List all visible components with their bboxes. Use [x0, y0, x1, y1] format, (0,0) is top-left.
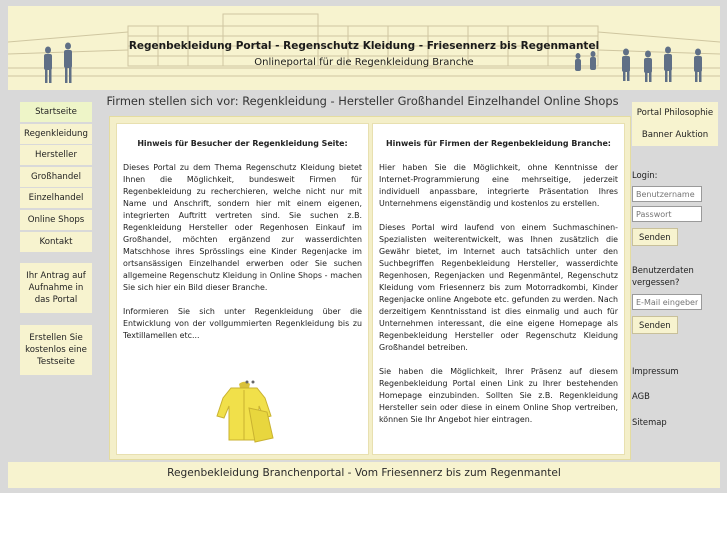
nav-grosshandel[interactable]: Großhandel	[20, 167, 92, 187]
footer-text: Regenbekleidung Branchenportal - Vom Friesennerz bis zum Regenmantel	[167, 467, 561, 479]
company-info-column	[372, 123, 625, 455]
visitor-info-title: Hinweis für Besucher der Regenkleidung Seite:	[137, 139, 348, 148]
portal-philosophie-link[interactable]: Portal Philosophie	[636, 108, 714, 118]
email-send-button[interactable]: Senden	[632, 316, 678, 334]
sitemap-link[interactable]: Sitemap	[632, 417, 667, 427]
username-input[interactable]	[632, 186, 702, 202]
content-panel	[109, 116, 631, 460]
email-input[interactable]	[632, 294, 702, 310]
right-links-box	[632, 102, 718, 146]
forgot-credentials-label: Benutzerdaten vergessen?	[632, 265, 694, 287]
footer-banner	[8, 462, 720, 488]
login-area	[632, 170, 722, 334]
nav-regenkleidung[interactable]: Regenkleidung	[20, 124, 92, 144]
yellow-rain-jacket-image	[209, 378, 279, 448]
company-info-title: Hinweis für Firmen der Regenbekleidung Branche:	[386, 139, 611, 148]
visitor-info-column	[116, 123, 369, 455]
main-heading: Firmen stellen sich vor: Regenkleidung - Hersteller Großhandel Einzelhandel Online Shops	[106, 94, 619, 108]
visitor-info-paragraph-1: Dieses Portal zu dem Thema Regenschutz Kleidung bietet Ihnen die Möglichkeit, bundesweit Firmen für Regenbekleidung zu recherchieren, welche nicht nur mit Name und Anschrift, sondern hier mit einem eigenen, integrierten Auftritt vertreten sind. Sie suchen z.B. Regenkleidung Hersteller oder Regenhosen Einkauf im Großhandel, möchten ergänzend zur wasserdichten Matschhose ihres Sprösslings eine Kinder Regenjacke im ortsansässigen Einzelhandel erwerben oder Sie suchen allgemeine Regenschutz Kleidung in Online Shops - machen Sie sich hier ein Bild dieser Branche.	[123, 163, 362, 292]
nav-kontakt[interactable]: Kontakt	[20, 232, 92, 252]
agb-link[interactable]: AGB	[632, 391, 650, 401]
nav-antrag-aufnahme[interactable]: Ihr Antrag auf Aufnahme in das Portal	[20, 263, 92, 313]
nav-startseite[interactable]: Startseite	[20, 102, 92, 122]
site-title: Regenbekleidung Portal - Regenschutz Kleidung - Friesennerz bis Regenmantel	[128, 40, 600, 52]
company-info-paragraph-3: Sie haben die Möglichkeit, Ihrer Präsenz auf diesem Regenbekleidung Portal einen Link zu Ihrer bestehenden Homepage einzubinden. Sollten Sie z.B. Regenkleidung Hersteller sein oder diese in einem Online Shop vertreiben, können Sie Ihr Angebot hier eintragen.	[379, 367, 618, 424]
visitor-info-paragraph-2: Informieren Sie sich unter Regenkleidung über die Entwicklung von der vollgummierten Regenkleidung bis zu Textillamellen etc...	[123, 307, 362, 340]
banner-auktion-link[interactable]: Banner Auktion	[641, 130, 709, 140]
nav-online-shops[interactable]: Online Shops	[20, 210, 92, 230]
impressum-link[interactable]: Impressum	[632, 366, 679, 376]
nav-hersteller[interactable]: Hersteller	[20, 145, 92, 165]
login-label: Login:	[632, 170, 658, 180]
nav-testseite[interactable]: Erstellen Sie kostenlos eine Testseite	[20, 325, 92, 375]
company-info-paragraph-2: Dieses Portal wird laufend von einem Suchmaschinen-Spezialisten weiterentwickelt, was Ihnen zusätzlich die Gewähr bietet, im Internet auch tatsächlich unter den Suchbegriffen Regenbekleidung Hersteller, wasserdichte Regenhosen, Regenjacken und Regenmäntel, Regenschutz Kleidung vom Friesennerz bis zum Motorradkombi, Kinder Regenjacke online Angebote etc. gefunden zu werden. Nach derzeitigem Kenntnisstand ist dies einmalig und auch für Unternehmen interessant, die eine eigene Homepage als Regenbekleidung Hersteller oder Regenschutz Kleidung Großhandel betreiben.	[379, 223, 618, 352]
password-input[interactable]	[632, 206, 702, 222]
header-banner	[8, 6, 720, 90]
login-send-button[interactable]: Senden	[632, 228, 678, 246]
company-info-paragraph-1: Hier haben Sie die Möglichkeit, ohne Kenntnisse der Internet-Programmierung eine mehrseitige, jederzeit individuell anpassbare, integrierte Präsentation Ihres Unternehmens eigenständig und kostenlos zu erstellen.	[379, 163, 618, 208]
site-subtitle: Onlineportal für die Regenkleidung Branche	[254, 57, 474, 68]
nav-einzelhandel[interactable]: Einzelhandel	[20, 188, 92, 208]
left-navigation	[20, 102, 92, 376]
